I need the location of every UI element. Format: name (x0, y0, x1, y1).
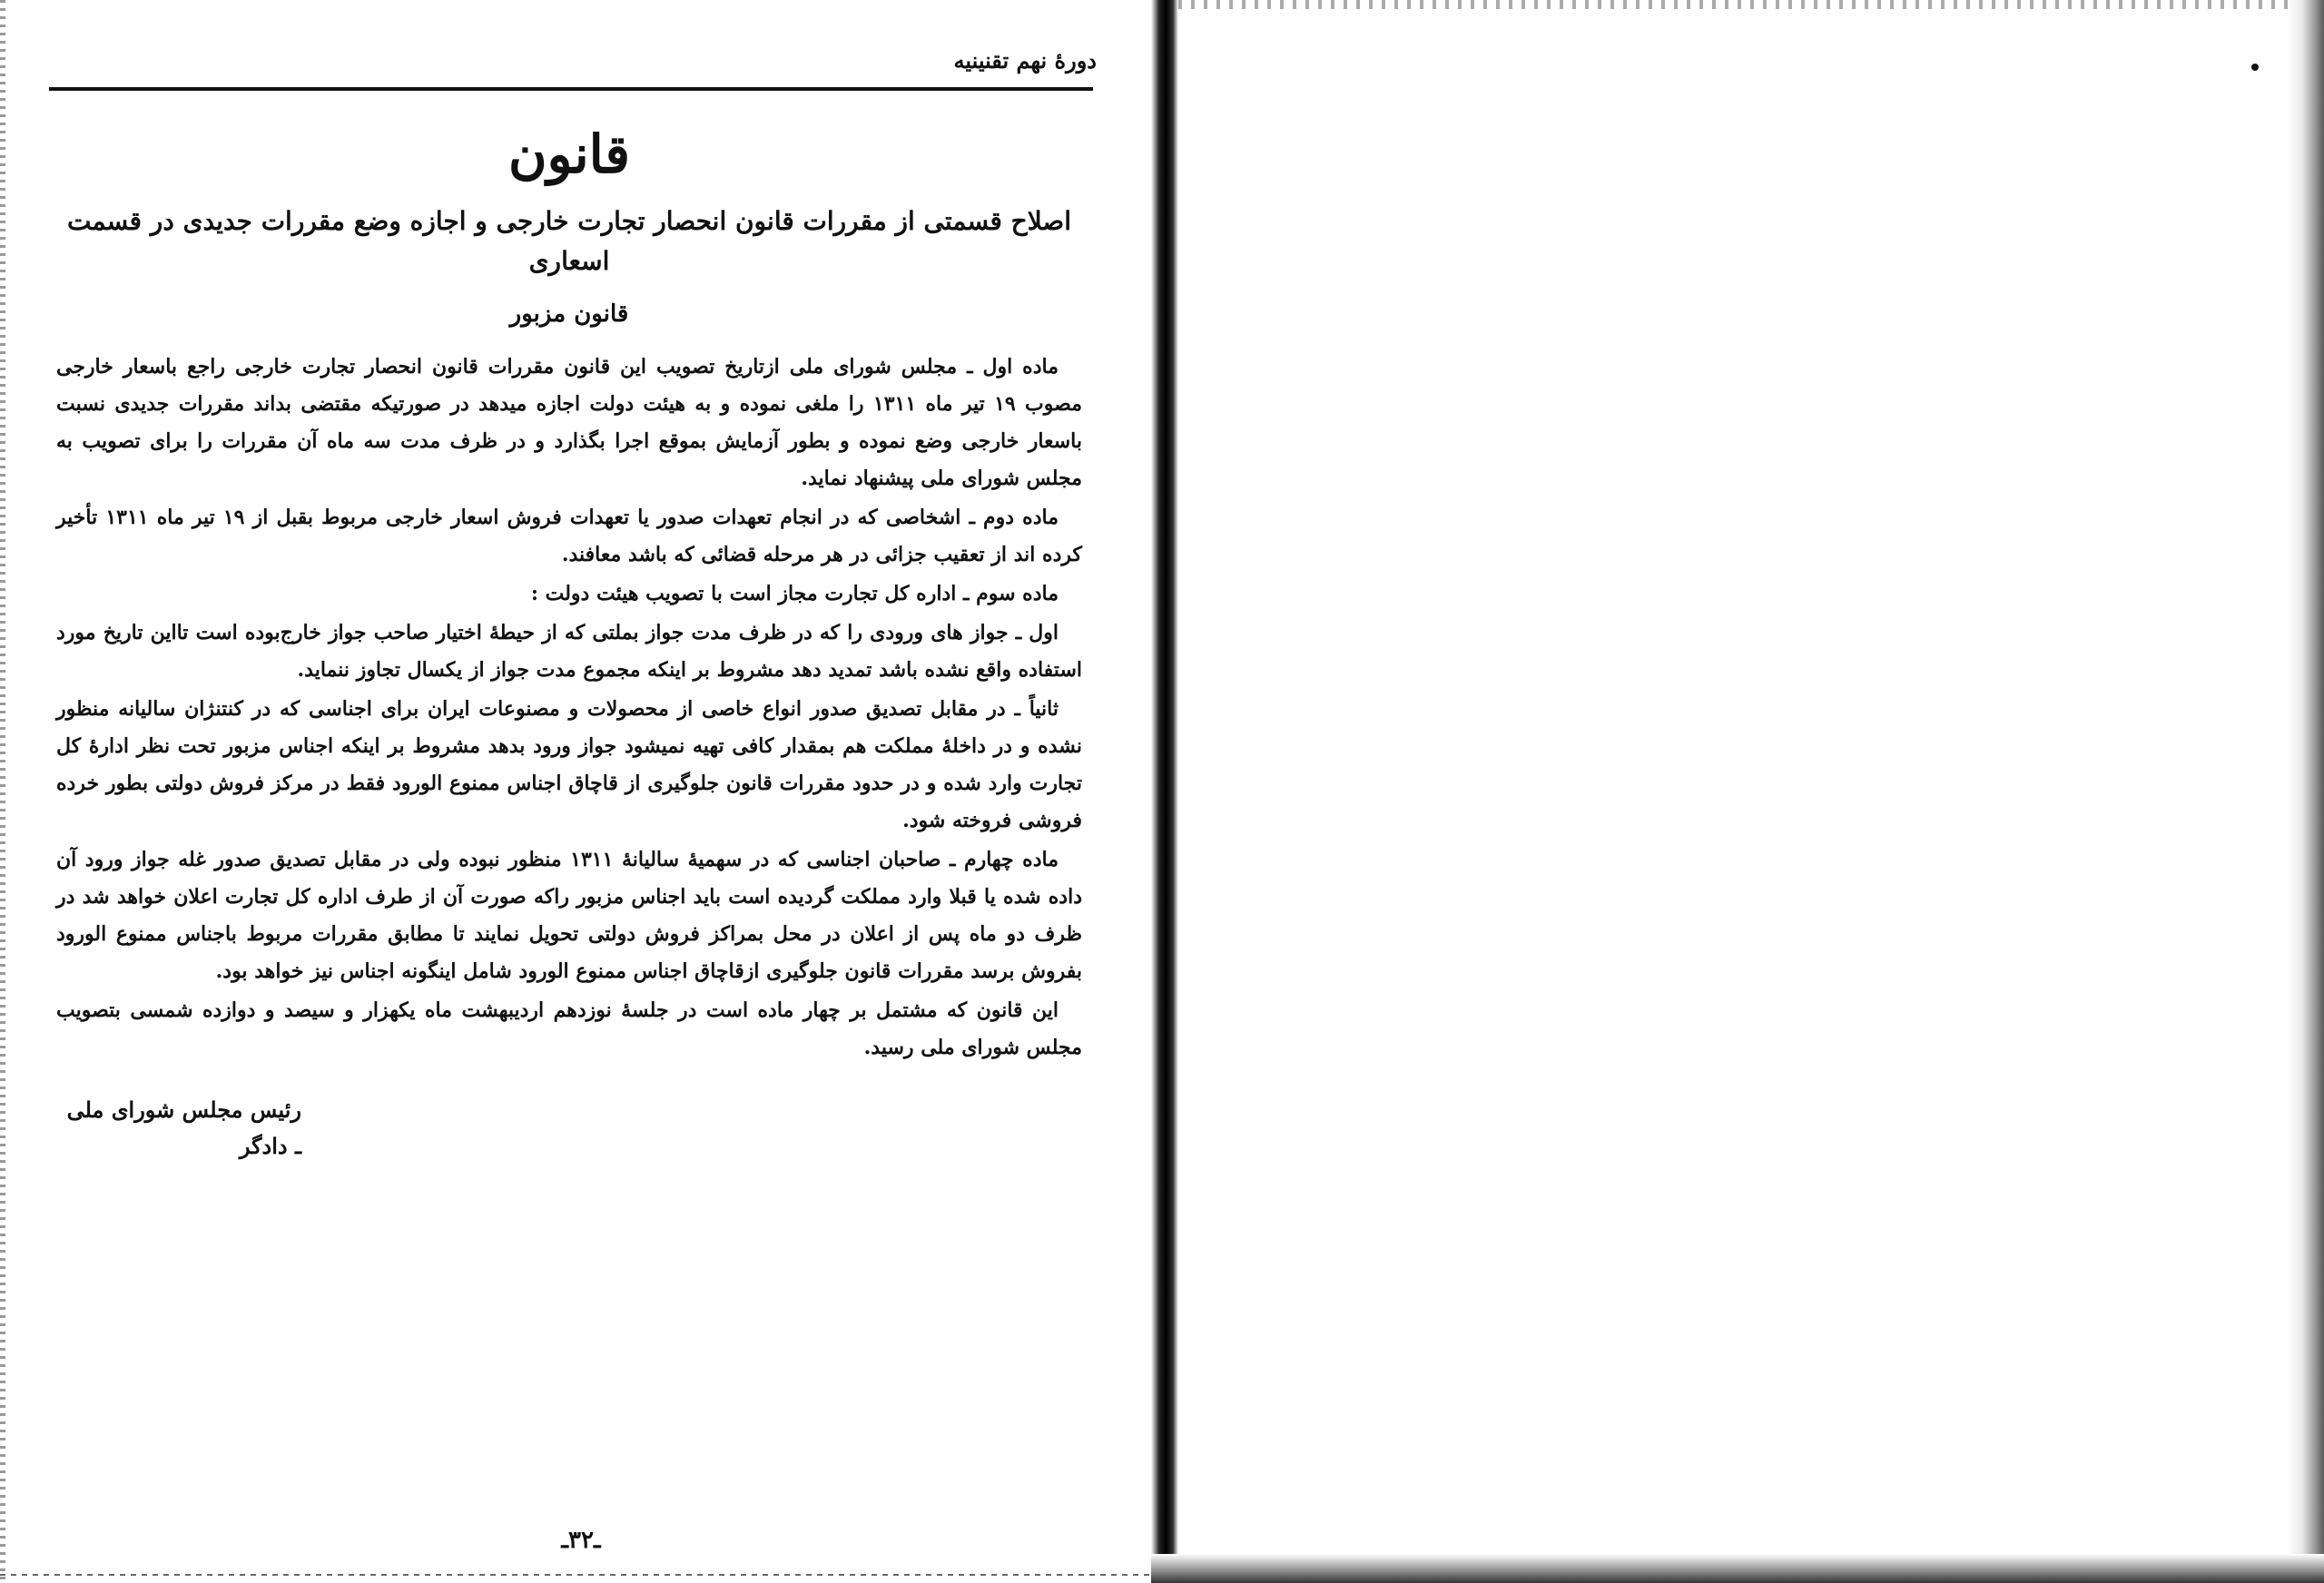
header-rule (49, 87, 1093, 91)
page-top-edge (1178, 0, 2324, 9)
bottom-edge-shadow (1151, 1554, 2324, 1583)
document-body (56, 118, 1082, 1165)
footer-edge (0, 1574, 1151, 1576)
document-subtitle: اصلاح قسمتی از مقررات قانون انحصار تجارت خارجی و اجازه وضع مقررات جدیدی در قسمت اسعاری (67, 206, 1071, 276)
ink-speck (2251, 64, 2259, 71)
page-edge-shadow (2288, 0, 2324, 1583)
article-2: ماده دوم ـ اشخاصی که در انجام تعهدات صدور یا تعهدات فروش اسعار خارجی مربوط بقبل از ۱۹ تیر ماه ۱۳۱۱ تأخیر کرده اند از تعقیب جزائی در هر مرحله قضائی که باشد معافند. (56, 506, 1082, 566)
left-page (0, 0, 1151, 1583)
right-page-blank (1178, 0, 2324, 1583)
enactment-note: این قانون که مشتمل بر چهار ماده است در جلسهٔ نوزدهم اردیبهشت ماه یکهزار و سیصد و دوازده شمسی بتصویب مجلس شورای ملی رسید. (56, 998, 1082, 1059)
article-4: ماده چهارم ـ صاحبان اجناسی که در سهمیهٔ سالیانهٔ ۱۳۱۱ منظور نبوده ولی در مقابل تصدیق صدور غله جواز ورود آن داده شده یا قبلا وارد مملکت گردیده است باید اجناس مزبور راکه صورت آن از طرف اداره کل تجارت اعلان خواهد شد در ظرف دو ماه پس از اعلان در محل بمراکز فروش دولتی تحویل نمایند تا مطابق مقررات مربوط باجناس ممنوع الورود بفروش برسد مقررات قانون جلوگیری ازقاچاق اجناس ممنوع الورود شامل اینگونه اجناس نیز خواهد بود. (56, 848, 1082, 983)
law-heading: قانون مزبور (509, 300, 629, 328)
article-3: ماده سوم ـ اداره کل تجارت مجاز است با تصویب هیئت دولت : (530, 582, 1059, 605)
document-title: قانون (507, 123, 631, 185)
article-1: ماده اول ـ مجلس شورای ملی ازتاریخ تصویب این قانون مقررات قانون انحصار تجارت خارجی راجع باسعار خارجی مصوب ۱۹ تیر ماه ۱۳۱۱ را ملغی نموده و به هیئت دولت اجازه میدهد در صورتیکه مقتضی بداند مقررات جدیدی نسبت باسعار خارجی وضع نموده و بطور آزمایش بموقع اجرا بگذارد و در ظرف مدت سه ماه آن مقررات را برای تصویب به مجلس شورای ملی پیشنهاد نماید. (56, 355, 1083, 490)
page-number: ـ۳۲ـ (561, 1527, 601, 1554)
article-3-clause-1: اول ـ جواز های ورودی را که در ظرف مدت جواز بملتی که از حیطهٔ اختیار صاحب جواز خارج‌بوده است تااین تاریخ مورد استفاده واقع نشده باشد تمدید دهد مشروط بر اینکه مجموع مدت جواز از یکسال تجاوز ننماید. (56, 621, 1082, 682)
running-header: دورهٔ نهم تقنینیه (953, 47, 1097, 74)
signature-line: رئیس مجلس شورای ملی ـ دادگر (66, 1096, 301, 1159)
article-3-clause-2: ثانیاً ـ در مقابل تصدیق صدور انواع خاصی از محصولات و مصنوعات ایران برای اجناسی که در کنتنژان سالیانه منظور نشده و در داخلهٔ مملکت هم بمقدار کافی تهیه نمیشود جواز ورود بدهد مشروط بر اینکه اجناس مزبور تحت نظر ادارهٔ کل تجارت وارد شده و در حدود مقررات قانون جلوگیری از قاچاق اجناس ممنوع الورود فقط در مرکز فروش دولتی بطور خرده فروشی فروخته شود. (56, 697, 1082, 832)
book-spine-gutter (1151, 0, 1178, 1583)
page-edge (0, 0, 5, 1583)
